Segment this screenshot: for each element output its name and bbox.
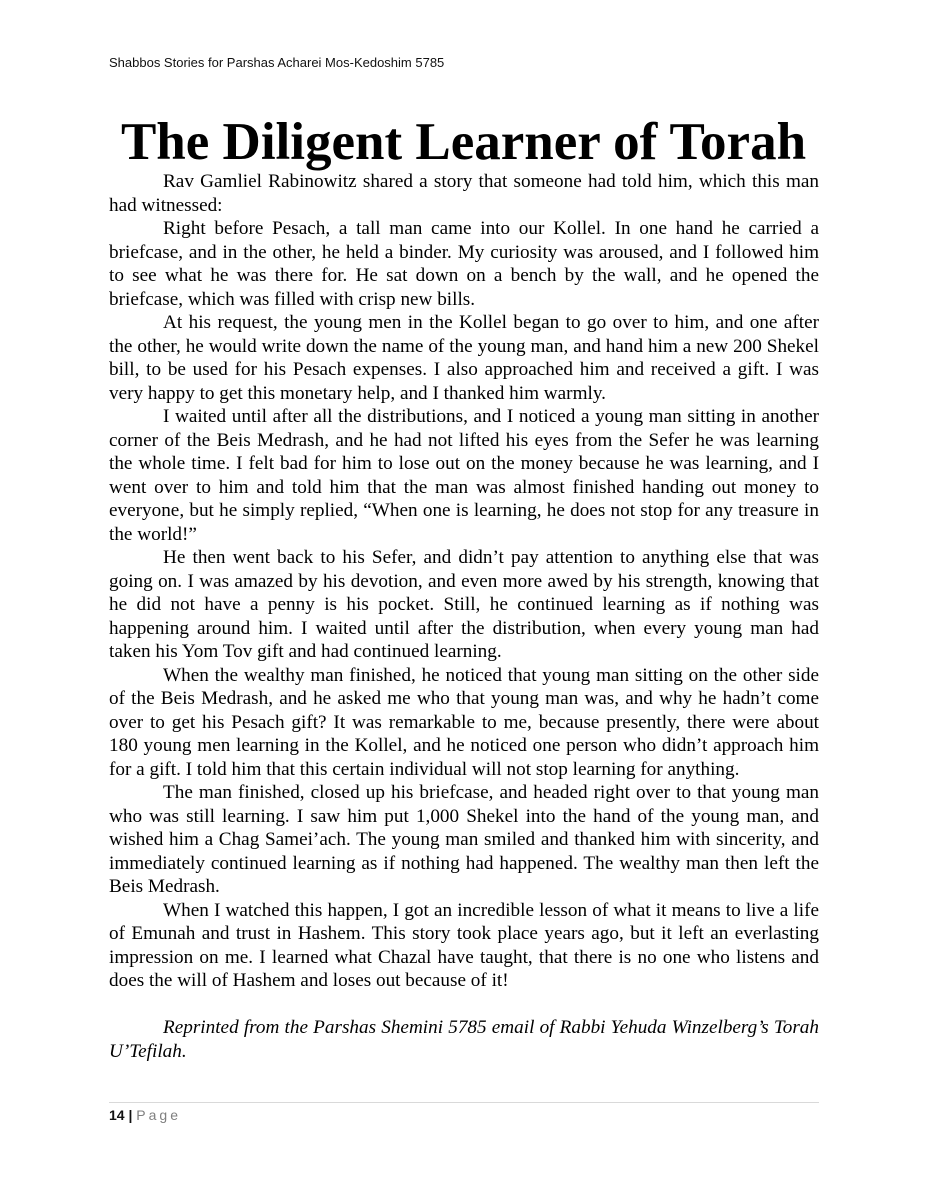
paragraph: Right before Pesach, a tall man came into our Kollel. In one hand he carried a briefcase, and in the other, he held a binder. My curiosity was aroused, and I followed him to see what he was there for. He sat down on a bench by the wall, and he opened the briefcase, which was filled with crisp new bills. bbox=[109, 218, 819, 310]
footer-separator: | bbox=[128, 1107, 133, 1123]
paragraph: At his request, the young men in the Kollel began to go over to him, and one after the other, he would write down the name of the young man, and hand him a new 200 Shekel bill, to be used for his Pesach expenses. I also approached him and received a gift. I was very happy to get this monetary help, and I thanked him warmly. bbox=[109, 312, 819, 404]
paragraph: Rav Gamliel Rabinowitz shared a story that someone had told him, which this man had witnessed: bbox=[109, 171, 819, 216]
reprint-credit: Reprinted from the Parshas Shemini 5785 email of Rabbi Yehuda Winzelberg’s Torah U’Tefilah. bbox=[109, 1017, 819, 1062]
running-header: Shabbos Stories for Parshas Acharei Mos-Kedoshim 5785 bbox=[109, 55, 445, 70]
page-footer bbox=[109, 1107, 181, 1123]
paragraph: When the wealthy man finished, he noticed that young man sitting on the other side of the Beis Medrash, and he asked me who that young man was, and why he hadn’t come over to get his Pesach gift? It was remarkable to me, because presently, there were about 180 young men learning in the Kollel, and he noticed one person who didn’t approach him for a gift. I told him that this certain individual will not stop learning for anything. bbox=[109, 664, 819, 780]
footer-divider bbox=[109, 1102, 819, 1103]
page-number: 14 bbox=[109, 1107, 125, 1123]
paragraph: I waited until after all the distributions, and I noticed a young man sitting in another corner of the Beis Medrash, and he had not lifted his eyes from the Sefer he was learning the whole time. I felt bad for him to lose out on the money because he was learning, and I went over to him and told him that the man was almost finished handing out money to everyone, but he simply replied, “When one is learning, he does not stop for any treasure in the world!” bbox=[109, 406, 819, 545]
article-title: The Diligent Learner of Torah bbox=[120, 113, 807, 171]
paragraph: He then went back to his Sefer, and didn’t pay attention to anything else that was going on. I was amazed by his devotion, and even more awed by his strength, knowing that he did not have a penny is his pocket. Still, he continued learning as if nothing was happening around him. I waited until after the distribution, when every young man had taken his Yom Tov gift and had continued learning. bbox=[109, 547, 819, 662]
paragraph: When I watched this happen, I got an incredible lesson of what it means to live a life of Emunah and trust in Hashem. This story took place years ago, but it left an everlasting impression on me. I learned what Chazal have taught, that there is no one who listens and does the will of Hashem and loses out because of it! bbox=[109, 899, 819, 991]
paragraph: The man finished, closed up his briefcase, and headed right over to that young man who was still learning. I saw him put 1,000 Shekel into the hand of the young man, and wished him a Chag Samei’ach. The young man smiled and thanked him with sincerity, and immediately continued learning as if nothing had happened. The wealthy man then left the Beis Medrash. bbox=[109, 782, 819, 897]
page-label: Page bbox=[136, 1107, 181, 1123]
article-body bbox=[109, 170, 819, 1063]
